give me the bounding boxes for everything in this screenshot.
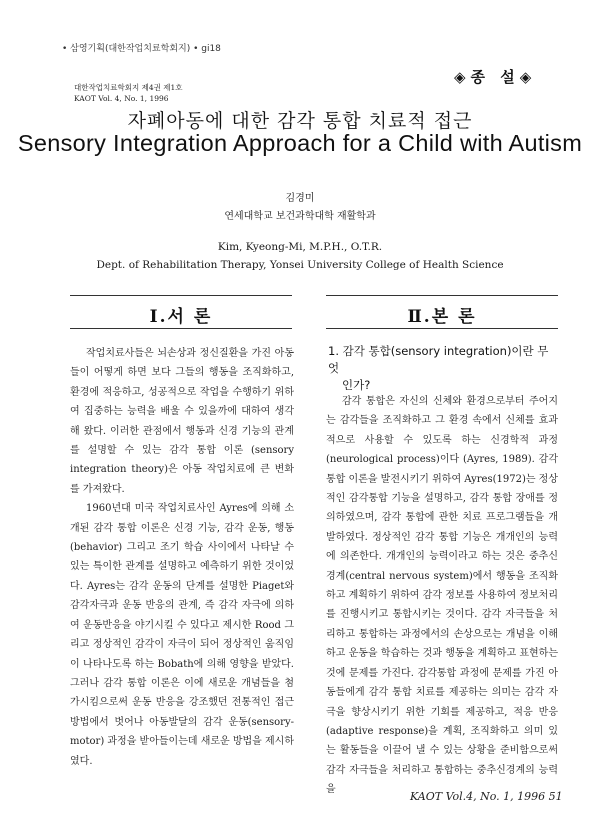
article-type-badge: ◈종 설◈: [454, 68, 537, 86]
author-name-korean: 김경미: [285, 193, 315, 204]
title-english: Sensory Integration Approach for a Child with Autism: [17, 130, 583, 156]
section1-paragraph: 작업치료사들은 뇌손상과 정신질환을 가진 아동들이 어떻게 하면 보다 그들의 행동을 조직화하고, 환경에 적응하고, 성공적으로 작업을 수행하기 위하여 집중하는 능력을 배울 수 있을까에 대하여 생각해 왔다. 이러한 관점에서 행동과 신경 기능의 관계를 설명할 수 있는 감각 통합 이론 (sensory integration theory)은 아동 작업치료에 큰 변화를 가져왔다.: [70, 348, 294, 495]
subsection-heading-line1: 1. 감각 통합(sensory integration)이란 무엇: [328, 344, 549, 375]
author-name-english: Kim, Kyeong-Mi, M.P.H., O.T.R.: [217, 241, 383, 253]
section2-body: [326, 392, 558, 800]
affiliation-english: Dept. of Rehabilitation Therapy, Yonsei University College of Health Science: [96, 259, 504, 271]
section1-body: [70, 344, 294, 771]
section1-top-rule: [70, 295, 292, 296]
subsection-heading-line2: 인가?: [342, 378, 371, 392]
section2-top-rule: [326, 295, 558, 296]
subsection-heading: [328, 343, 558, 394]
page-footer: KAOT Vol.4, No. 1, 1996 51: [410, 790, 563, 803]
journal-line-english: KAOT Vol. 4, No. 1, 1996: [74, 94, 169, 103]
section1-paragraph: 1960년대 미국 작업치료사인 Ayres에 의해 소개된 감각 통합 이론은 신경 기능, 감각 운동, 행동(behavior) 그리고 조기 학습 사이에서 나타날 수 있는 특이한 관계를 설명하고 예측하기 위한 것이었다. Ayres는 감각 운동의 단계를 설명한 Piaget와 감각자극과 운동 반응의 관계, 즉 감각 자극에 의하여 운동반응을 야기시킬 수 있다고 제시한 Rood 그리고 정상적인 감각이 자극이 되어 정상적인 움직임이 나타나도록 하는 Bobath에 의해 영향을 받았다. 그러나 감각 통합 이론은 이에 새로운 개념들을 첨가시킴으로써 운동 반응을 강조했던 전통적인 접근 방법에서 벗어나 아동발달의 감각 운동(sensory-motor) 과정을 받아들이는데 새로운 방법을 제시하였다.: [70, 503, 294, 767]
journal-info: [74, 82, 183, 104]
title-korean: 자폐아동에 대한 감각 통합 치료적 접근: [127, 110, 473, 132]
section2-bottom-rule: [326, 328, 558, 329]
section2-paragraph: 감각 통합은 자신의 신체와 환경으로부터 주어지는 감각들을 조직화하고 그 환경 속에서 신체를 효과적으로 사용할 수 있도록 하는 신경학적 과정(neurological process)이다 (Ayres, 1989). 감각 통합 이론을 발전시키기 위하여 Ayres(1972)는 정상적인 감각통합 기능을 설명하고, 감각 통합 장애를 정의하였으며, 감각 통합에 관한 치료 프로그램들을 개발하였다. 정상적인 감각 통합 기능은 개개인의 능력에 의존한다. 개개인의 능력이라고 하는 것은 중추신경계(central nervous system)에서 행동을 조직화하고 계획하기 위하여 감각 정보를 사용하여 정보처리를 진행시키고 통합시키는 것이다. 감각 자극들을 처리하고 통합하는 과정에서의 손상으로는 개념을 이해하고 운동을 학습하는 것과 행동을 계획하고 표현하는 것에 문제를 가진다. 감각통합 과정에 문제를 가진 아동들에게 감각 통합 치료를 제공하는 의미는 감각 자극을 향상시키기 위한 기회를 제공하고, 적응 반응(adaptive response)을 계획, 조직화하고 의미 있는 활동들을 이끌어 낼 수 있는 상황을 준비함으로써 감각 자극들을 처리하고 통합하는 중추신경계의 능력을: [326, 396, 559, 796]
section1-heading: Ⅰ.서 론: [149, 307, 213, 327]
running-header: • 삼영기획(대한작업치료학회지) • gi18: [62, 44, 221, 54]
journal-line-korean: 대한작업치료학회지 제4권 제1호: [74, 83, 183, 92]
section2-heading: Ⅱ.본 론: [407, 307, 477, 327]
affiliation-korean: 연세대학교 보건과학대학 재활학과: [224, 211, 376, 222]
section1-bottom-rule: [70, 328, 292, 329]
